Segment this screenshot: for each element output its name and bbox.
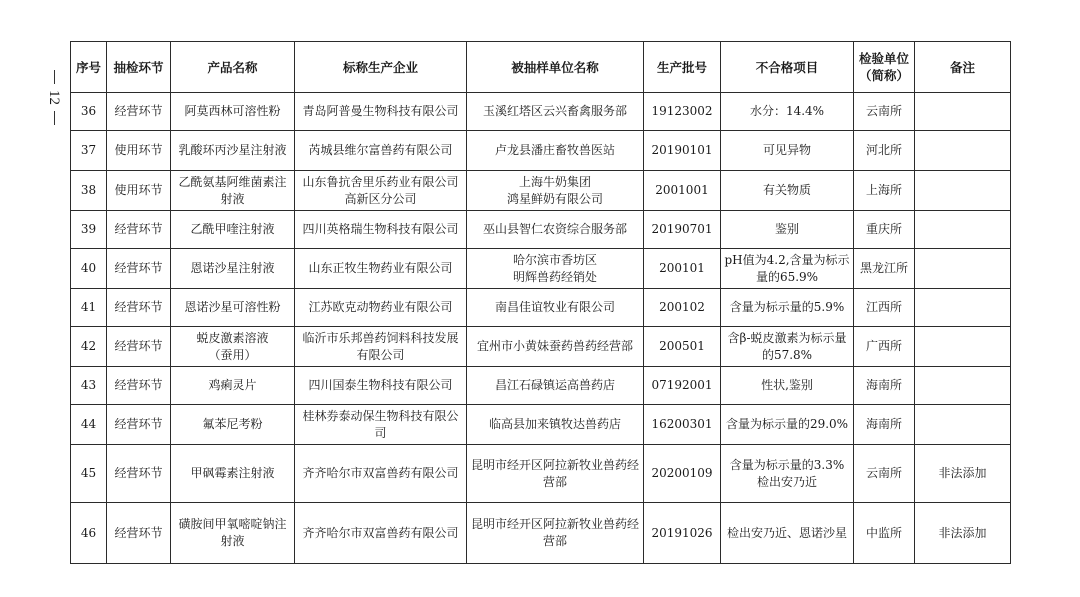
cell-maker: 山东正牧生物药业有限公司	[295, 249, 467, 289]
cell-stage: 经营环节	[107, 93, 171, 131]
cell-stage: 经营环节	[107, 445, 171, 503]
cell-maker: 芮城县维尔富兽药有限公司	[295, 131, 467, 171]
cell-remark	[915, 131, 1011, 171]
cell-sampled-unit: 昆明市经开区阿拉新牧业兽药经营部	[467, 503, 644, 564]
cell-product: 氟苯尼考粉	[171, 405, 295, 445]
cell-no: 45	[71, 445, 107, 503]
cell-stage: 使用环节	[107, 171, 171, 211]
cell-batch: 200101	[644, 249, 721, 289]
cell-remark	[915, 405, 1011, 445]
cell-product: 蜕皮激素溶液 （蚕用）	[171, 327, 295, 367]
cell-maker: 四川国泰生物科技有限公司	[295, 367, 467, 405]
header-failed-item: 不合格项目	[721, 42, 854, 93]
header-product: 产品名称	[171, 42, 295, 93]
cell-sampled-unit: 临高县加来镇牧达兽药店	[467, 405, 644, 445]
cell-remark	[915, 171, 1011, 211]
cell-stage: 经营环节	[107, 367, 171, 405]
cell-remark: 非法添加	[915, 503, 1011, 564]
header-sampled-unit: 被抽样单位名称	[467, 42, 644, 93]
table-row	[71, 249, 1011, 289]
cell-no: 40	[71, 249, 107, 289]
cell-maker: 四川英格瑞生物科技有限公司	[295, 211, 467, 249]
cell-lab: 云南所	[854, 445, 915, 503]
cell-no: 38	[71, 171, 107, 211]
cell-batch: 200501	[644, 327, 721, 367]
cell-lab: 河北所	[854, 131, 915, 171]
cell-no: 37	[71, 131, 107, 171]
table-body	[71, 93, 1011, 564]
cell-lab: 重庆所	[854, 211, 915, 249]
cell-failed-item: 含量为标示量的29.0%	[721, 405, 854, 445]
cell-failed-item: 鉴别	[721, 211, 854, 249]
cell-sampled-unit: 哈尔滨市香坊区 明辉兽药经销处	[467, 249, 644, 289]
cell-maker: 桂林券泰动保生物科技有限公司	[295, 405, 467, 445]
cell-no: 41	[71, 289, 107, 327]
header-no: 序号	[71, 42, 107, 93]
cell-failed-item: 水分：14.4%	[721, 93, 854, 131]
cell-sampled-unit: 宜州市小黄妹蚕药兽药经营部	[467, 327, 644, 367]
cell-remark	[915, 367, 1011, 405]
cell-sampled-unit: 上海牛奶集团 鸿星鲜奶有限公司	[467, 171, 644, 211]
table-row	[71, 93, 1011, 131]
table-row	[71, 131, 1011, 171]
cell-no: 44	[71, 405, 107, 445]
cell-failed-item: pH值为4.2,含量为标示量的65.9%	[721, 249, 854, 289]
table-row	[71, 211, 1011, 249]
cell-stage: 使用环节	[107, 131, 171, 171]
cell-lab: 海南所	[854, 367, 915, 405]
cell-stage: 经营环节	[107, 211, 171, 249]
cell-sampled-unit: 南昌佳谊牧业有限公司	[467, 289, 644, 327]
cell-maker: 江苏欧克动物药业有限公司	[295, 289, 467, 327]
cell-product: 鸡痢灵片	[171, 367, 295, 405]
page-number	[44, 70, 64, 136]
cell-remark	[915, 249, 1011, 289]
cell-batch: 200102	[644, 289, 721, 327]
header-batch: 生产批号	[644, 42, 721, 93]
cell-lab: 上海所	[854, 171, 915, 211]
cell-product: 乙酰甲喹注射液	[171, 211, 295, 249]
page-number-dash-bottom	[54, 111, 55, 125]
cell-batch: 20200109	[644, 445, 721, 503]
table-header-row	[71, 42, 1011, 93]
cell-maker: 临沂市乐邦兽药饲料科技发展有限公司	[295, 327, 467, 367]
table-row	[71, 445, 1011, 503]
cell-product: 乳酸环丙沙星注射液	[171, 131, 295, 171]
cell-sampled-unit: 卢龙县潘庄畜牧兽医站	[467, 131, 644, 171]
page-number-text: 12	[46, 90, 62, 105]
cell-stage: 经营环节	[107, 289, 171, 327]
cell-stage: 经营环节	[107, 503, 171, 564]
header-stage: 抽检环节	[107, 42, 171, 93]
cell-batch: 20190101	[644, 131, 721, 171]
cell-remark	[915, 211, 1011, 249]
cell-no: 46	[71, 503, 107, 564]
cell-lab: 黑龙江所	[854, 249, 915, 289]
cell-sampled-unit: 昌江石碌镇运高兽药店	[467, 367, 644, 405]
cell-no: 36	[71, 93, 107, 131]
cell-no: 43	[71, 367, 107, 405]
header-lab: 检验单位（简称）	[854, 42, 915, 93]
cell-maker: 齐齐哈尔市双富兽药有限公司	[295, 445, 467, 503]
cell-no: 42	[71, 327, 107, 367]
table-row	[71, 405, 1011, 445]
cell-remark	[915, 289, 1011, 327]
cell-maker: 山东鲁抗舍里乐药业有限公司高新区分公司	[295, 171, 467, 211]
cell-remark	[915, 93, 1011, 131]
cell-failed-item: 含量为标示量的5.9%	[721, 289, 854, 327]
cell-maker: 齐齐哈尔市双富兽药有限公司	[295, 503, 467, 564]
cell-batch: 19123002	[644, 93, 721, 131]
cell-product: 乙酰氨基阿维菌素注射液	[171, 171, 295, 211]
cell-batch: 20190701	[644, 211, 721, 249]
cell-sampled-unit: 巫山县智仁农资综合服务部	[467, 211, 644, 249]
table-row	[71, 503, 1011, 564]
cell-sampled-unit: 昆明市经开区阿拉新牧业兽药经营部	[467, 445, 644, 503]
header-remark: 备注	[915, 42, 1011, 93]
table-row	[71, 289, 1011, 327]
page-number-dash-top	[54, 70, 55, 84]
table-row	[71, 327, 1011, 367]
cell-batch: 2001001	[644, 171, 721, 211]
cell-product: 恩诺沙星注射液	[171, 249, 295, 289]
cell-lab: 海南所	[854, 405, 915, 445]
table-row	[71, 367, 1011, 405]
cell-lab: 广西所	[854, 327, 915, 367]
cell-failed-item: 可见异物	[721, 131, 854, 171]
cell-failed-item: 含量为标示量的3.3% 检出安乃近	[721, 445, 854, 503]
cell-batch: 20191026	[644, 503, 721, 564]
cell-stage: 经营环节	[107, 405, 171, 445]
table-row	[71, 171, 1011, 211]
header-maker: 标称生产企业	[295, 42, 467, 93]
cell-batch: 07192001	[644, 367, 721, 405]
cell-stage: 经营环节	[107, 249, 171, 289]
cell-no: 39	[71, 211, 107, 249]
cell-remark	[915, 327, 1011, 367]
cell-failed-item: 检出安乃近、恩诺沙星	[721, 503, 854, 564]
cell-failed-item: 含β-蜕皮激素为标示量的57.8%	[721, 327, 854, 367]
cell-product: 阿莫西林可溶性粉	[171, 93, 295, 131]
cell-product: 恩诺沙星可溶性粉	[171, 289, 295, 327]
cell-lab: 中监所	[854, 503, 915, 564]
cell-sampled-unit: 玉溪红塔区云兴畜禽服务部	[467, 93, 644, 131]
inspection-results-table	[70, 41, 1011, 564]
cell-product: 甲砜霉素注射液	[171, 445, 295, 503]
cell-batch: 16200301	[644, 405, 721, 445]
cell-maker: 青岛阿普曼生物科技有限公司	[295, 93, 467, 131]
cell-lab: 江西所	[854, 289, 915, 327]
cell-remark: 非法添加	[915, 445, 1011, 503]
cell-lab: 云南所	[854, 93, 915, 131]
cell-failed-item: 性状,鉴别	[721, 367, 854, 405]
cell-stage: 经营环节	[107, 327, 171, 367]
cell-failed-item: 有关物质	[721, 171, 854, 211]
cell-product: 磺胺间甲氧嘧啶钠注射液	[171, 503, 295, 564]
